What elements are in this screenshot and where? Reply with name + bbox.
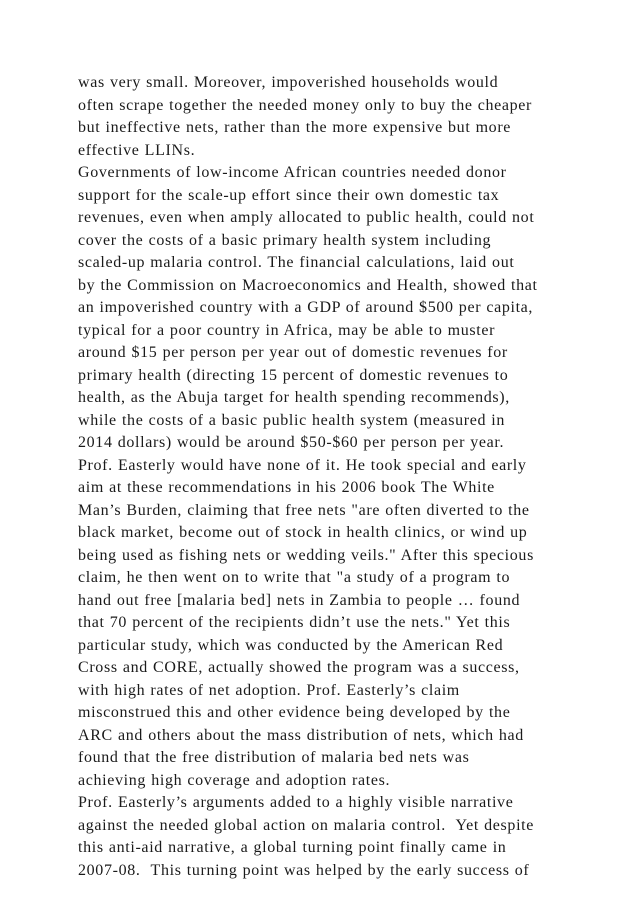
text-line: 2007-08. This turning point was helped by the early success of xyxy=(78,861,530,879)
text-line: hand out free [malaria bed] nets in Zambia to people … found xyxy=(78,591,521,609)
text-line: particular study, which was conducted by the American Red xyxy=(78,636,504,654)
text-line: ARC and others about the mass distribution of nets, which had xyxy=(78,726,524,744)
text-line: health, as the Abuja target for health spending recommends), xyxy=(78,389,510,406)
text-line: an impoverished country with a GDP of around $500 per capita, xyxy=(78,299,534,316)
text-line: with high rates of net adoption. Prof. Easterly’s claim xyxy=(78,681,460,699)
text-line: Cross and CORE, actually showed the program was a success, xyxy=(78,659,520,676)
text-line: Prof. Easterly’s arguments added to a highly visible narrative xyxy=(78,794,514,811)
text-line: while the costs of a basic public health system (measured in xyxy=(78,411,506,429)
text-line: primary health (directing 15 percent of domestic revenues to xyxy=(78,366,509,384)
text-line: this anti-aid narrative, a global turning point finally came in xyxy=(78,839,507,856)
text-line: aim at these recommendations in his 2006 book The White xyxy=(78,479,495,496)
text-line: by the Commission on Macroeconomics and Health, showed that xyxy=(78,276,538,294)
text-line: cover the costs of a basic primary health system including xyxy=(78,231,492,249)
text-line: Man’s Burden, claiming that free nets "are often diverted to the xyxy=(78,501,530,519)
text-line: found that the free distribution of malaria bed nets was xyxy=(78,749,470,766)
text-line: effective LLINs. xyxy=(78,141,196,159)
text-line: misconstrued this and other evidence being developed by the xyxy=(78,704,511,721)
document-page xyxy=(78,72,578,882)
text-line: that 70 percent of the recipients didn’t use the nets." Yet this xyxy=(78,614,511,631)
text-line: Governments of low-income African countries needed donor xyxy=(78,164,507,181)
text-line: often scrape together the needed money only to buy the cheaper xyxy=(78,96,533,114)
text-line: being used as fishing nets or wedding veils." After this specious xyxy=(78,546,534,564)
text-line: achieving high coverage and adoption rates. xyxy=(78,771,391,789)
text-line: typical for a poor country in Africa, may be able to muster xyxy=(78,321,496,339)
text-line: black market, become out of stock in health clinics, or wind up xyxy=(78,524,528,541)
text-line: support for the scale-up effort since their own domestic tax xyxy=(78,186,500,204)
text-line: 2014 dollars) would be around $50-$60 per person per year. xyxy=(78,434,505,451)
text-line: claim, he then went on to write that "a study of a program to xyxy=(78,569,511,586)
text-line: scaled-up malaria control. The financial calculations, laid out xyxy=(78,254,515,271)
text-line: revenues, even when amply allocated to public health, could not xyxy=(78,209,535,226)
text-line: but ineffective nets, rather than the more expensive but more xyxy=(78,119,512,136)
text-line: against the needed global action on malaria control. Yet despite xyxy=(78,816,535,834)
text-line: around $15 per person per year out of domestic revenues for xyxy=(78,344,508,361)
text-line: was very small. Moreover, impoverished households would xyxy=(78,74,499,91)
text-line: Prof. Easterly would have none of it. He took special and early xyxy=(78,456,527,474)
